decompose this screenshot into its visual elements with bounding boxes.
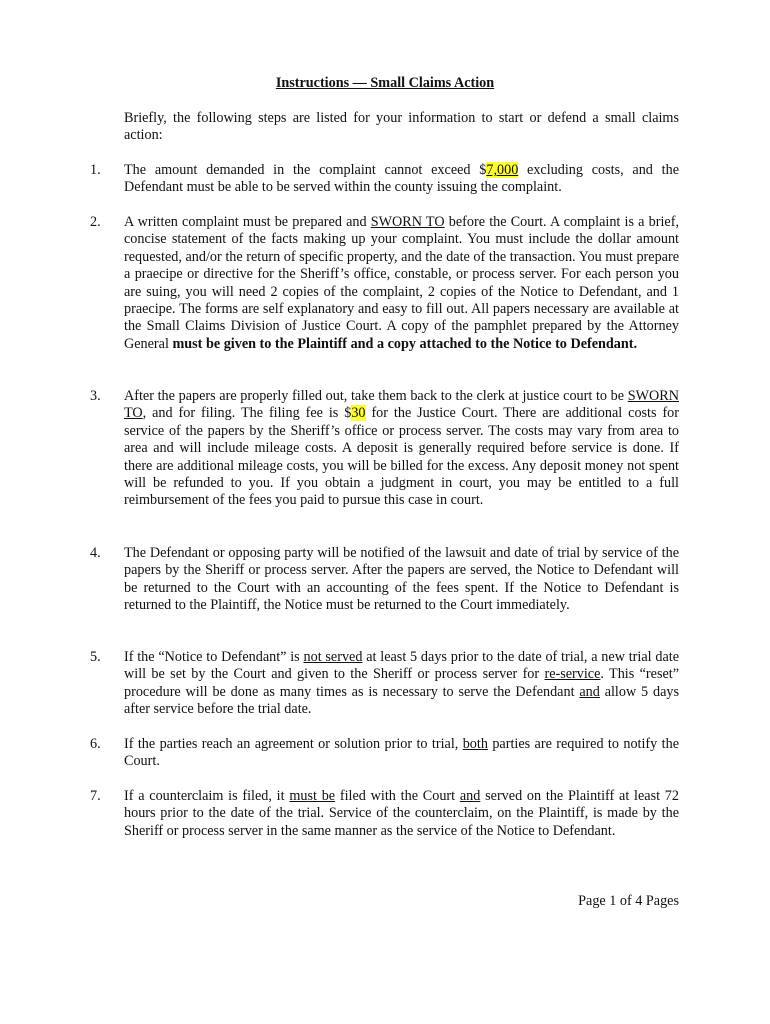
intro-paragraph: Briefly, the following steps are listed for your information to start or defend a small claims action: bbox=[124, 110, 679, 144]
text-segment: for the Justice Court. There are additional costs for service of the papers by the Sheriff’s office or process server. The costs may vary from area to area and will include mileage costs. A deposit is generally required before service is done. If there are additional mileage costs, you will be billed for the excess. Any deposit money not spent will be refunded to you. If you obtain a judgment in court, you may be entitled to a full reimbursement of the fees you paid to pursue this case in court. bbox=[124, 405, 679, 509]
highlighted-amount: 30 bbox=[351, 405, 366, 422]
text-segment: before the Court. A complaint is a brief, concise statement of the facts making up your complaint. You must include the dollar amount requested, and/or the return of specific property, and the date of the transaction. You must prepare a praecipe or directive for the Sheriff’s office, constable, or process server. For each person you are suing, you will need 2 copies of the complaint, 2 copies of the Notice to Defendant, and 1 praecipe. The forms are self explanatory and easy to fill out. All papers necessary are available at the Small Claims Division of Justice Court. A copy of the pamphlet prepared by the Attorney General bbox=[124, 214, 679, 352]
bold-text: must be given to the Plaintiff and a copy attached to the Notice to Defendant. bbox=[172, 335, 638, 352]
text-segment: If the parties reach an agreement or solution prior to trial, bbox=[124, 736, 463, 752]
underlined-text: both bbox=[462, 736, 488, 752]
text-segment: filed with the Court bbox=[335, 788, 460, 804]
text-segment: served on the Plaintiff at least 72 hours prior to the date of the trial. Service of the counterclaim, on the Plaintiff, is made by the Sheriff or process server in the same manner as the service of the Notice to Defendant. bbox=[124, 788, 679, 839]
text-segment: A written complaint must be prepared and bbox=[124, 214, 371, 230]
item-number: 1. bbox=[90, 162, 101, 178]
underlined-text: re-service bbox=[544, 666, 601, 683]
item-number: 6. bbox=[90, 736, 101, 752]
text-segment: If a counterclaim is filed, it bbox=[124, 788, 290, 804]
text-segment: at least 5 days prior to the date of trial, a new trial date will be set by the Court and given to the Sheriff or process server for bbox=[124, 649, 679, 683]
text-segment: If the “Notice to Defendant” is bbox=[124, 649, 304, 665]
item-text bbox=[124, 649, 679, 719]
text-segment: allow 5 days after service before the trial date. bbox=[124, 683, 679, 718]
item-number: 3. bbox=[90, 388, 101, 404]
item-text bbox=[124, 162, 679, 197]
item-text bbox=[124, 736, 679, 771]
text-segment: After the papers are properly filled out, take them back to the clerk at justice court to be bbox=[124, 388, 628, 404]
underlined-text: must be bbox=[289, 788, 336, 804]
highlighted-amount: 7,000 bbox=[486, 162, 519, 178]
text-segment: excluding costs, and the Defendant must be able to be served within the county issuing the complaint. bbox=[124, 162, 679, 196]
item-number: 2. bbox=[90, 214, 101, 230]
text-segment: The Defendant or opposing party will be notified of the lawsuit and date of trial by service of the papers by the Sheriff or process server. After the papers are served, the Notice to Defendant will be returned to the Court with an accounting of the fees spent. If the Notice to Defendant is returned to the Plaintiff, the Notice must be returned to the Court immediately. bbox=[124, 545, 679, 614]
underlined-text: and bbox=[579, 683, 600, 700]
item-text bbox=[124, 214, 679, 353]
item-number: 5. bbox=[90, 649, 101, 665]
item-text bbox=[124, 388, 679, 510]
page-title: Instructions — Small Claims Action bbox=[275, 75, 495, 91]
text-segment: parties are required to notify the Court. bbox=[124, 736, 679, 770]
underlined-text: SWORN TO bbox=[370, 214, 445, 230]
item-number: 4. bbox=[90, 545, 101, 561]
text-segment: , and for filing. The filing fee is $ bbox=[142, 405, 352, 422]
underlined-text: and bbox=[459, 788, 481, 804]
item-text bbox=[124, 788, 679, 840]
text-segment: The amount demanded in the complaint cannot exceed $ bbox=[124, 162, 487, 178]
page-footer: Page 1 of 4 Pages bbox=[578, 893, 679, 909]
item-text bbox=[124, 545, 679, 615]
underlined-text: SWORN TO bbox=[124, 388, 679, 422]
text-segment: . This “reset” procedure will be done as many times as is necessary to serve the Defendant bbox=[124, 666, 680, 700]
item-number: 7. bbox=[90, 788, 101, 804]
underlined-text: not served bbox=[303, 649, 363, 665]
